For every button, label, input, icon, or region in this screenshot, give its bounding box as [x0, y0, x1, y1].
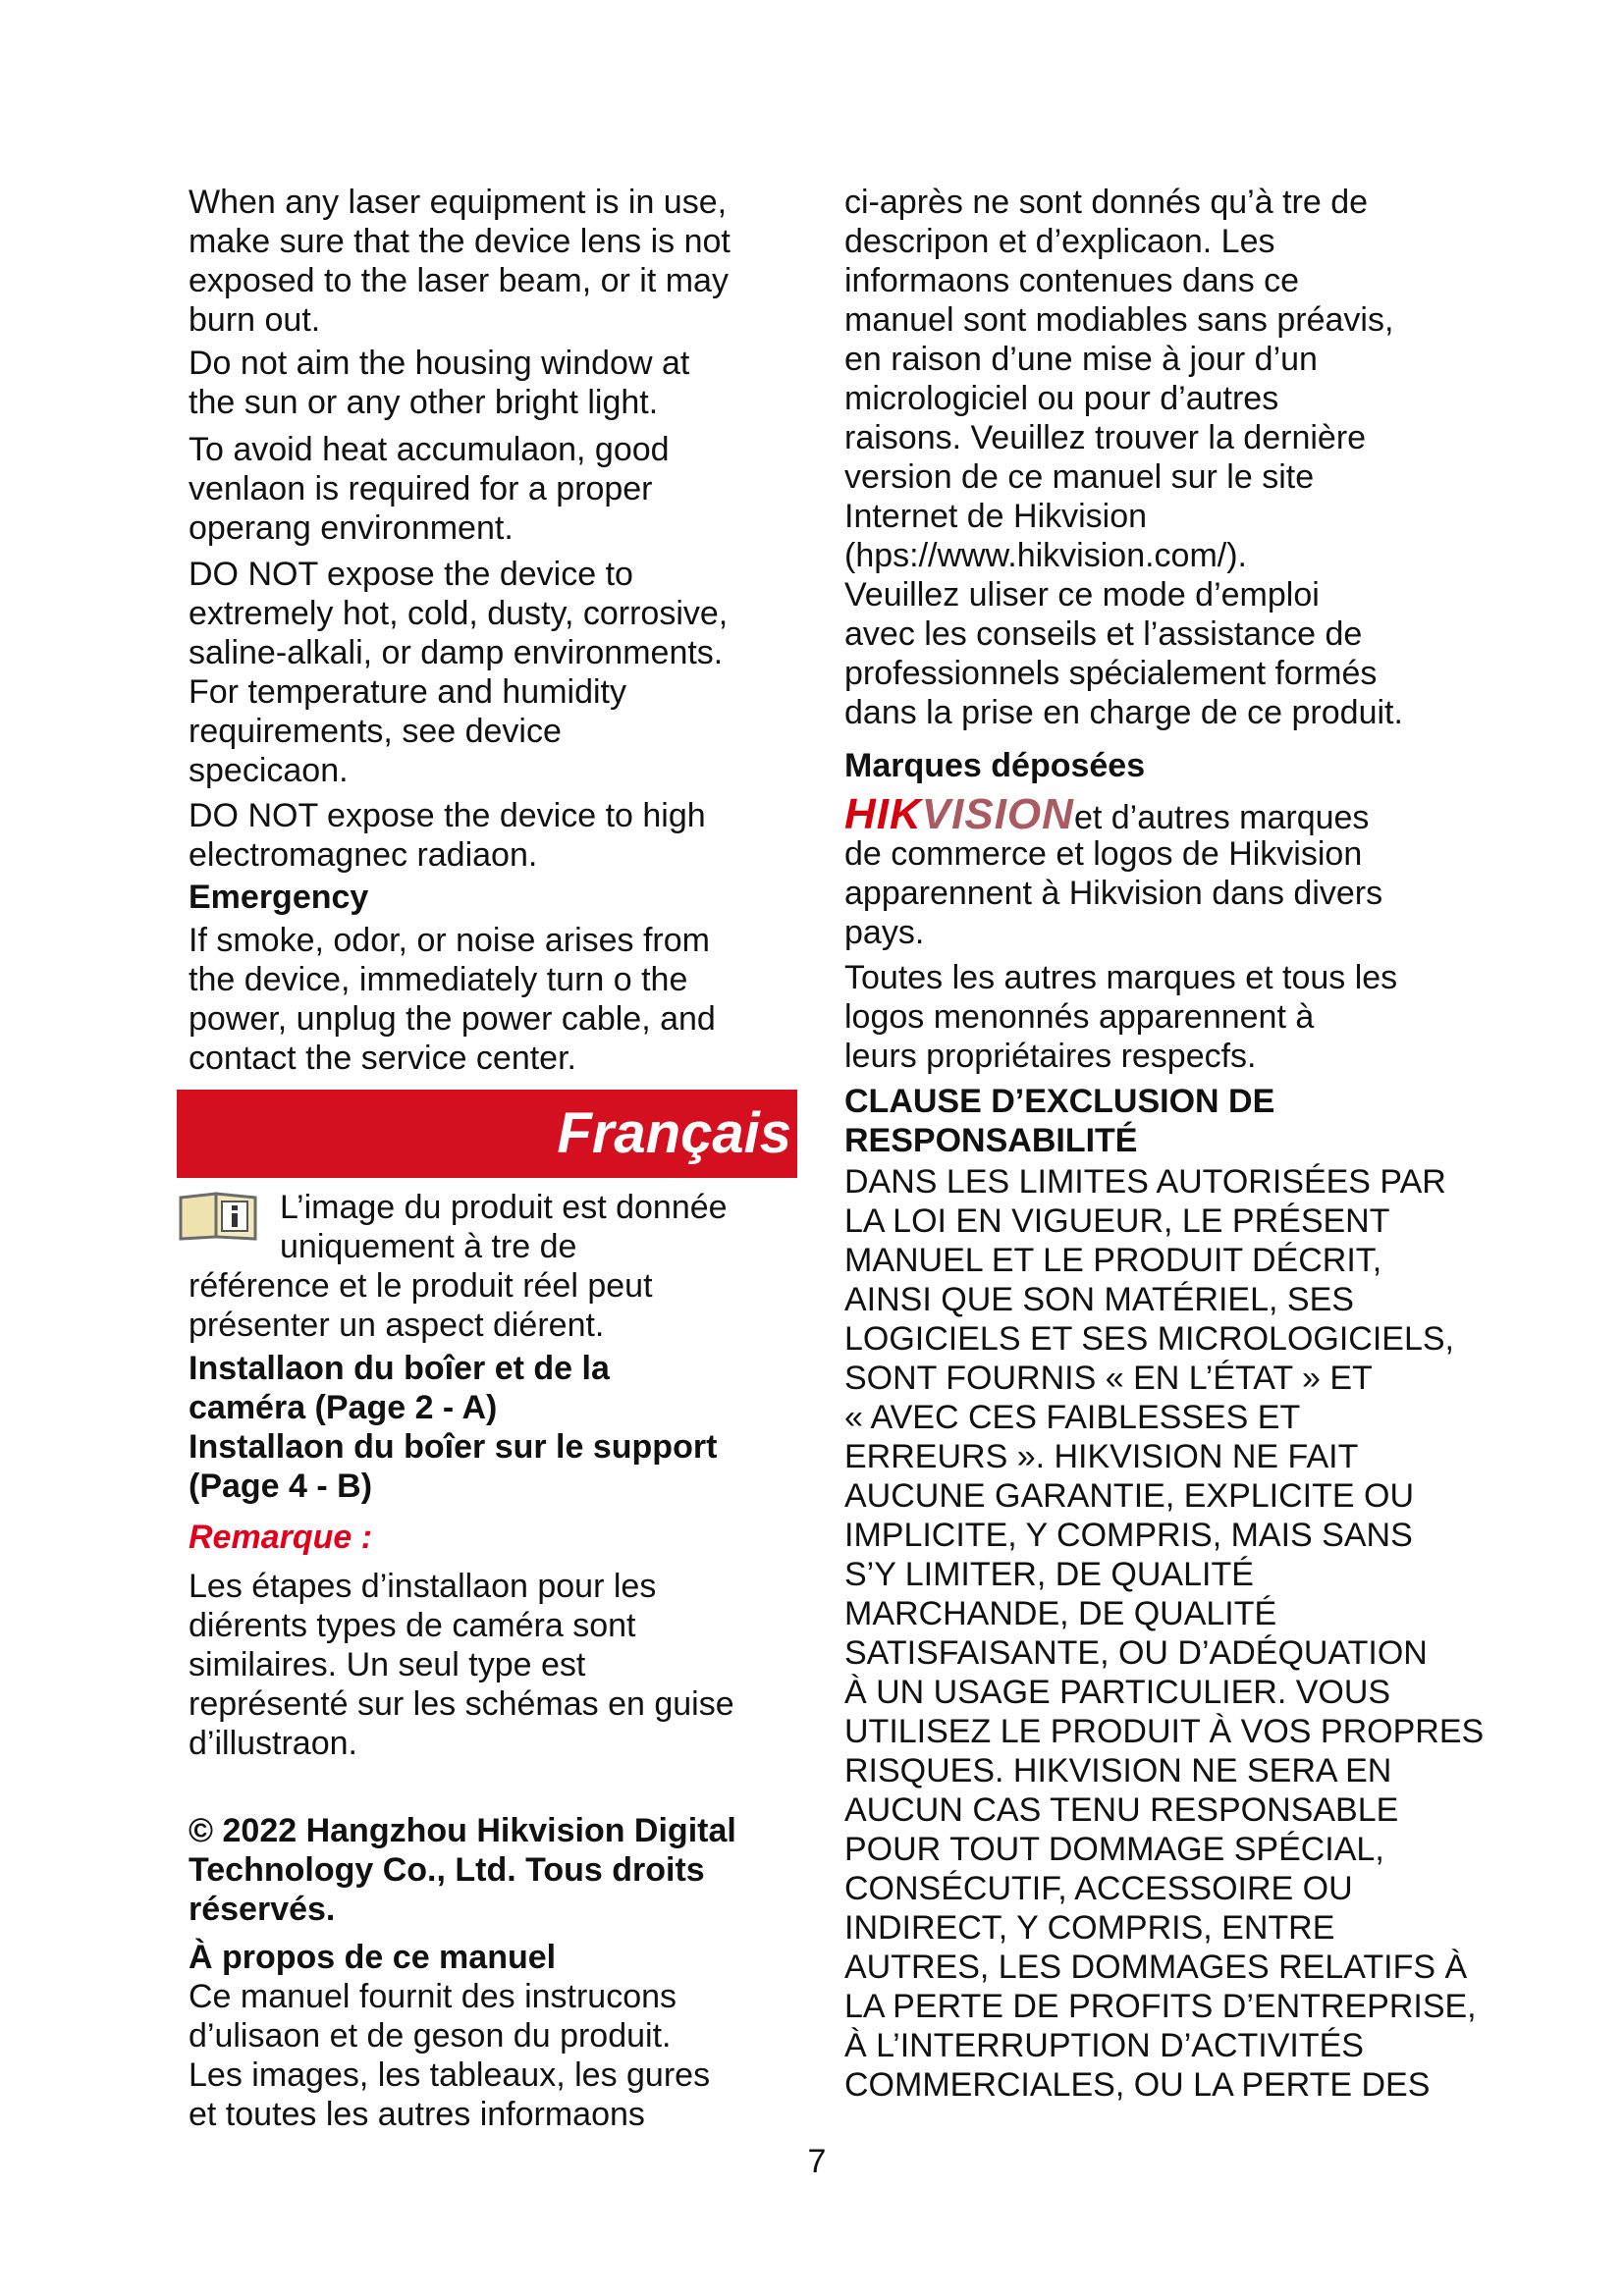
about-manual-continued: ci-après ne sont donnés qu’à tre de descripon et d’explicaon. Les informaons contenues dans ce manuel sont modiables sans préavis, en raison d’une mise à jour d’un micrologiciel ou pour d’autres raisons. Veuillez trouver la dernière version de ce manuel sur le site Internet de Hikvision (hps://www.hikvision.com/). Veuillez uliser ce mode d’emploi avec les conseils et l’assistance de professionnels spécialement formés dans la prise en charge de ce produit.: [844, 184, 1403, 731]
about-manual-heading: À propos de ce manuel: [189, 1939, 557, 1976]
trademarks-first-line: et d’autres marques: [1073, 799, 1370, 836]
remark-label: Remarque :: [189, 1519, 373, 1556]
laser-warning-paragraph: When any laser equipment is in use, make sure that the device lens is not exposed to the laser beam, or it may burn out.: [189, 184, 731, 339]
emergency-paragraph: If smoke, odor, or noise arises from the device, immediately turn o the power, unplug the power cable, and contact the service center.: [189, 922, 716, 1077]
heat-warning-paragraph: To avoid heat accumulaon, good venlaon is required for a proper operang environment.: [189, 431, 670, 547]
sun-warning-paragraph: Do not aim the housing window at the sun or any other bright light.: [189, 345, 690, 421]
disclaimer-heading: CLAUSE D’EXCLUSION DE RESPONSABILITÉ: [844, 1083, 1275, 1159]
installation-references: Installaon du boîer et de la caméra (Page 2 - A) Installaon du boîer sur le support (Page 4 - B): [189, 1350, 718, 1505]
environment-warning-paragraph: DO NOT expose the device to extremely hot, cold, dusty, corrosive, saline-alkali, or damp environments. For temperature and humidity requirements, see device specicaon.: [189, 556, 729, 789]
radiation-warning-paragraph: DO NOT expose the device to high electromagnec radiaon.: [189, 797, 706, 874]
disclaimer-paragraph: DANS LES LIMITES AUTORISÉES PAR LA LOI EN VIGUEUR, LE PRÉSENT MANUEL ET LE PRODUIT DÉCRIT, AINSI QUE SON MATÉRIEL, SES LOGICIELS ET SES MICROLOGICIELS, SONT FOURNIS « EN L’ÉTAT » ET « AVEC CES FAIBLESSES ET ERREURS ». HIKVISION NE FAIT AUCUNE GARANTIE, EXPLICITE OU IMPLICITE, Y COMPRIS, MAIS SANS S’Y LIMITER, DE QUALITÉ MARCHANDE, DE QUALITÉ SATISFAISANTE, OU D’ADÉQUATION À UN USAGE PARTICULIER. VOUS UTILISEZ LE PRODUIT À VOS PROPRES RISQUES. HIKVISION NE SERA EN AUCUN CAS TENU RESPONSABLE POUR TOUT DOMMAGE SPÉCIAL, CONSÉCUTIF, ACCESSOIRE OU INDIRECT, Y COMPRIS, ENTRE AUTRES, LES DOMMAGES RELATIFS À LA PERTE DE PROFITS D’ENTREPRISE, À L’INTERRUPTION D’ACTIVITÉS COMMERCIALES, OU LA PERTE DES: [844, 1163, 1485, 2104]
hikvision-logo-vision: VISION: [921, 790, 1074, 838]
note-book-icon: [177, 1190, 259, 1241]
about-manual-paragraph: Ce manuel fournit des instrucons d’ulisaon et de geson du produit. Les images, les tableaux, les gures et toutes les autres informaons: [189, 1978, 711, 2133]
language-banner: [177, 1090, 797, 1178]
copyright-notice: © 2022 Hangzhou Hikvision Digital Technology Co., Ltd. Tous droits réservés.: [189, 1812, 736, 1928]
note-paragraph-rest: référence et le produit réel peut présenter un aspect diérent.: [189, 1267, 653, 1344]
trademarks-paragraph: de commerce et logos de Hikvision apparennent à Hikvision dans divers pays.: [844, 835, 1383, 951]
emergency-heading: Emergency: [189, 879, 369, 916]
other-trademarks-paragraph: Toutes les autres marques et tous les logos menonnés apparennent à leurs propriétaires respecfs.: [844, 959, 1398, 1075]
remark-paragraph: Les étapes d’installaon pour les diérents types de caméra sont similaires. Un seul type est représenté sur les schémas en guise d’illustraon.: [189, 1568, 734, 1762]
hikvision-logo-hik: HIK: [844, 790, 922, 838]
trademarks-logo-line: [844, 790, 1370, 838]
language-banner-title: Français: [557, 1101, 791, 1165]
trademarks-heading: Marques déposées: [844, 747, 1146, 784]
hikvision-logo: [844, 790, 1074, 838]
page-number: 7: [807, 2143, 827, 2180]
note-paragraph-first: L’image du produit est donnée uniquement à tre de: [280, 1189, 728, 1265]
